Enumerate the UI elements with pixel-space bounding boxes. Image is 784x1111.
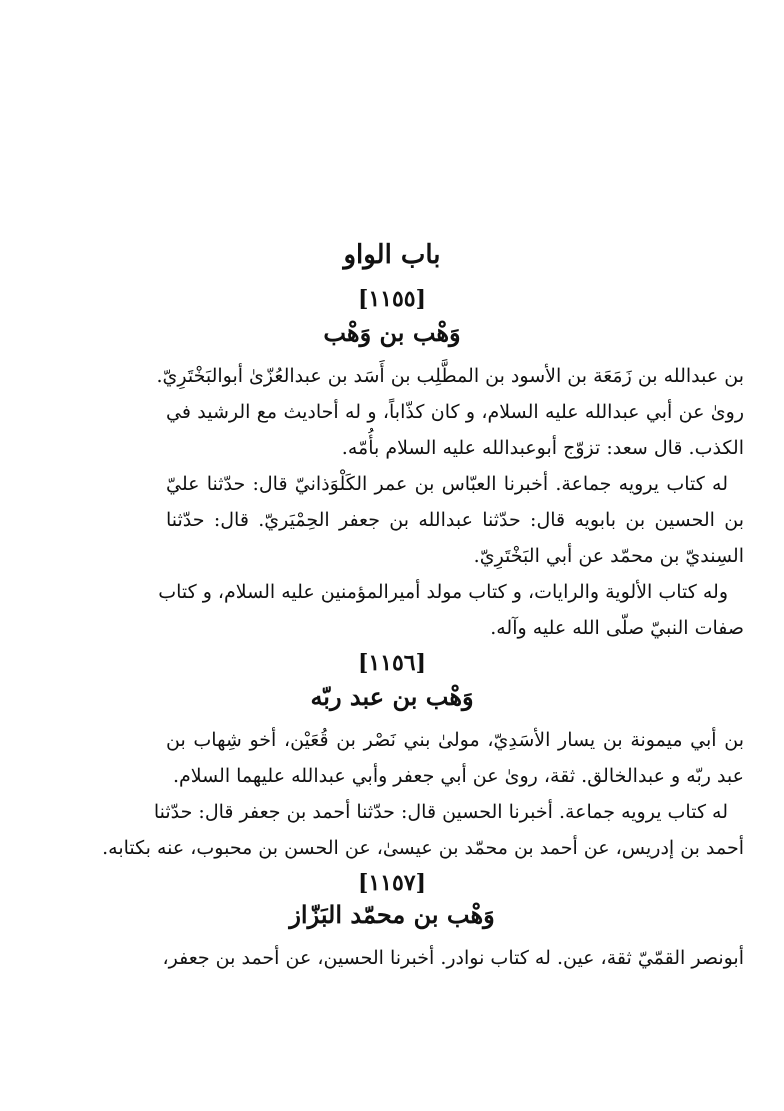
text-line: صفات النبيّ صلّى الله عليه وآله. (490, 617, 744, 639)
text-line: أحمد بن إدريس، عن أحمد بن محمّد بن عيسىٰ، عن الحسن بن محبوب، عنه بكتابه. (102, 837, 744, 859)
entry-name: وَهْب بن محمّد البَزّاز (289, 900, 495, 929)
text-line: السِنديّ بن محمّد عن أبي البَخْتَرِيّ. (473, 545, 744, 567)
entry-number: [١١٥٦] (357, 650, 427, 676)
text-line: له كتاب يرويه جماعة. أخبرنا العبّاس بن عمر الكَلْوَذانيّ قال: حدّثنا عليّ (166, 473, 728, 495)
text-line: عبد ربّه و عبدالخالق. ثقة، روىٰ عن أبي جعفر وأبي عبدالله عليهما السلام. (172, 765, 744, 787)
entry-name: وَهْب بن عبد ربّه (310, 682, 474, 711)
text-line: وله كتاب الألوية والرايات، و كتاب مولد أميرالمؤمنين عليه السلام، و كتاب (158, 581, 728, 603)
text-line: أبونصر القمّيّ ثقة، عين. له كتاب نوادر. أخبرنا الحسين، عن أحمد بن جعفر، (162, 947, 744, 969)
text-line: بن الحسين بن بابويه قال: حدّثنا عبدالله بن جعفر الحِمْيَريّ. قال: حدّثنا (166, 509, 744, 531)
text-line: بن عبدالله بن زَمَعَة بن الأسود بن المطَّلِب بن أَسَد بن عبدالعُزّىٰ أبوالبَخْتَرِيّ. (156, 365, 744, 387)
entry-number: [١١٥٧] (357, 870, 427, 896)
text-line: له كتاب يرويه جماعة. أخبرنا الحسين قال: حدّثنا أحمد بن جعفر قال: حدّثنا (153, 801, 728, 823)
text-line: الكذب. قال سعد: تزوّج أبوعبدالله عليه السلام بأُمّه. (341, 437, 744, 459)
text-line: روىٰ عن أبي عبدالله عليه السلام، و كان كذّاباً، و له أحاديث مع الرشيد في (166, 401, 744, 423)
entry-name: وَهْب بن وَهْب (323, 318, 461, 347)
text-line: بن أبي ميمونة بن يسار الأسَدِيّ، مولىٰ بني نَصْر بن قُعَيْن، أخو شِهاب بن (166, 729, 744, 751)
chapter-title: باب الواو (343, 240, 441, 270)
entry-number: [١١٥٥] (357, 286, 427, 312)
